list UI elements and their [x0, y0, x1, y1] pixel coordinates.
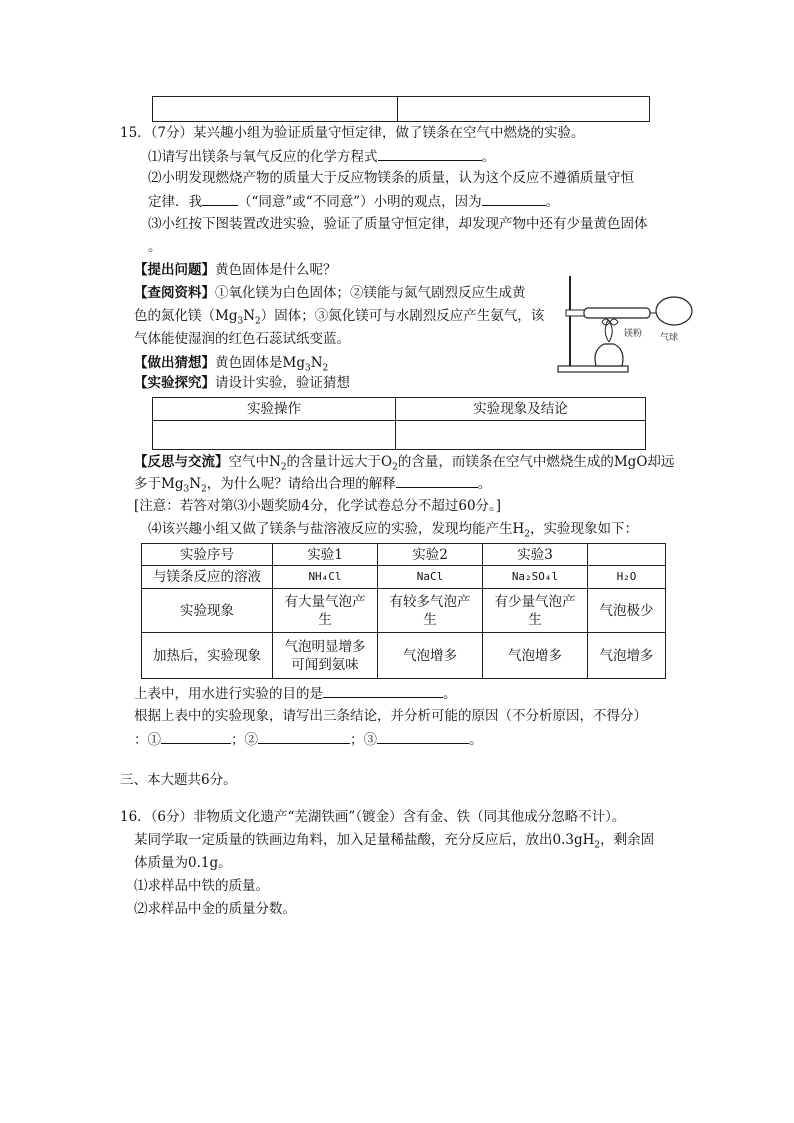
label-mg: 镁粉: [624, 329, 643, 339]
q16-sub1: ⑴求样品中铁的质量。: [134, 878, 269, 894]
q15-reflect-end: 。: [477, 476, 492, 492]
q16-line2a: 某同学取一定质量的铁画边角料，加入足量稀盐酸，充分反应后，放出0.3gH: [134, 832, 595, 848]
exp-row-heated: [142, 633, 666, 679]
exp-cell: 实验序号: [142, 544, 273, 566]
explore-header-operation: 实验操作: [153, 398, 396, 421]
balloon: [656, 297, 692, 325]
q15-guess-label: 【做出猜想】: [134, 355, 215, 371]
q15-info-text1: ①氧化镁为白色固体；②镁能与氮气剧烈反应生成黄: [215, 285, 526, 301]
section-3-title: 三、本大题共6分。: [120, 772, 237, 788]
exp-row-phenomenon: [142, 589, 666, 633]
q15-explore-text: 请设计实验，验证猜想: [215, 375, 350, 391]
q15-explore: [134, 374, 350, 392]
q15-explore-label: 【实验探究】: [134, 375, 215, 391]
q16-line2: 某同学取一定质量的铁画边角料，加入足量稀盐酸，充分反应后，放出$0.3gH_2$，剩余固: [134, 832, 655, 851]
exp-cell: [483, 589, 588, 633]
q15-reflect-blank[interactable]: [396, 474, 478, 488]
alcohol-lamp: [595, 344, 623, 366]
q15-reflect-line1: 【反思与交流】空气中$N_2$的含量计远大于$O_2$的含量，而镁条在空气中燃烧生成的MgO却远: [134, 454, 675, 473]
q15-info-line1: [134, 284, 526, 302]
q15-note: [注意：若答对第⑶小题奖励4分，化学试卷总分不超过60分。]: [134, 498, 502, 514]
q15-reason-blank[interactable]: [482, 192, 546, 206]
q15-reflect-1a: 空气中N: [228, 454, 281, 470]
q15-conclusion-blanks: [134, 730, 483, 749]
q15-reflect-1c: 的含量，而镁条在空气中燃烧生成的MgO却远: [397, 454, 675, 470]
q15-part1-text: ⑴请写出镁条与氧气反应的化学方程式: [148, 149, 378, 165]
exp-cell-text: 有大量气泡产生: [284, 593, 366, 628]
q15-guess-text: 黄色固体是Mg: [215, 355, 305, 371]
apparatus-diagram: [556, 270, 696, 376]
explore-answer-result[interactable]: [396, 421, 646, 450]
exp-cell-text: 有较多气泡产生: [389, 593, 471, 628]
top-table-cell: [398, 97, 650, 122]
q15-part3-line1: ⑶小红按下图装置改进实验，验证了质量守恒定律，却发现产物中还有少量黄色固体: [148, 216, 648, 232]
q15-part4-b: ，实验现象如下：: [530, 521, 639, 537]
exp-cell: 气泡极少: [588, 589, 666, 633]
exp-cell: 加热后，实验现象: [142, 633, 273, 679]
q15-part1-blank[interactable]: [378, 147, 482, 161]
exp-cell-text: 气泡明显增多可闻到氨味: [284, 638, 366, 673]
exp-cell: 实验3: [483, 544, 588, 566]
q15-water-blank[interactable]: [323, 684, 443, 698]
q15-question-text: 黄色固体是什么呢？: [215, 262, 337, 278]
exp-cell: [273, 633, 378, 679]
exp-cell: 实验现象: [142, 589, 273, 633]
q15-info-label: 【查阅资料】: [134, 285, 215, 301]
q15-conc-2: ；②: [231, 732, 258, 748]
q15-info-line3: 气体能使湿润的红色石蕊试纸变蓝。: [134, 331, 350, 347]
exp-cell: [273, 589, 378, 633]
q15-part2-end: 。: [545, 194, 560, 210]
stand-base: [558, 366, 628, 372]
q15-part2-line2a: 定律．我: [148, 194, 202, 210]
exp-cell: 与镁条反应的溶液: [142, 566, 273, 589]
q15-agree-blank[interactable]: [202, 192, 238, 206]
q15-water: [134, 684, 457, 703]
q15-part2-line2: [148, 192, 559, 211]
q15-info-line2: 色的氮化镁$(Mg_3N_2)$固体；③氮化镁可与水剧烈反应产生氨气，该: [134, 308, 545, 327]
exp-cell: 气泡增多: [378, 633, 483, 679]
q15-part1-end: 。: [481, 149, 495, 165]
exp-row-solution: [142, 566, 666, 589]
exp-cell: [378, 589, 483, 633]
q15-part2-line1: ⑵小明发现燃烧产物的质量大于反应物镁条的质量，认为这个反应不遵循质量守恒: [148, 170, 634, 186]
explore-answer-operation[interactable]: [153, 421, 396, 450]
q15-conclusion-line: 根据上表中的实验现象，请写出三条结论，并分析可能的原因（不分析原因，不得分）: [134, 708, 647, 724]
q16-line3: 体质量为0.1g。: [134, 855, 232, 871]
q15-part1: [148, 147, 495, 166]
q15-question: [134, 261, 337, 279]
exp-cell: [588, 544, 666, 566]
q15-info-text2c: ）固体；③氮化镁可与水剧烈反应产生氨气，该: [260, 308, 545, 324]
q15-conc-3: ；③: [350, 732, 377, 748]
exp-cell: 实验1: [273, 544, 378, 566]
label-balloon: 气球: [660, 333, 679, 343]
q15-part3-line2: 。: [148, 239, 162, 255]
top-table: [152, 96, 650, 122]
q15-part4-a: ⑷该兴趣小组又做了镁条与盐溶液反应的实验，发现均能产生H: [148, 521, 525, 537]
q15-conc-end: 。: [469, 732, 483, 748]
q15-conc-blank-2[interactable]: [258, 730, 350, 744]
test-tube: [584, 308, 650, 318]
explore-table: [152, 397, 646, 450]
exp-cell-text: 有少量气泡产生: [494, 593, 576, 628]
q16-sub2: ⑵求样品中金的质量分数。: [134, 901, 296, 917]
q15-part2-line2b: （“同意”或“不同意”）小明的观点，因为: [238, 194, 482, 210]
top-table-cell: [153, 97, 398, 122]
q15-conc-1: ：①: [134, 732, 161, 748]
q15-water-end: 。: [443, 686, 457, 702]
exp-cell: H₂O: [588, 566, 666, 589]
q15-guess-n: N: [310, 355, 323, 371]
q15-reflect-line2: 多于$Mg_3N_2$，为什么呢？请给出合理的解释 。: [134, 476, 492, 495]
q15-question-label: 【提出问题】: [134, 262, 215, 278]
exp-cell: 气泡增多: [588, 633, 666, 679]
q15-conc-blank-1[interactable]: [161, 730, 231, 744]
q15-info-text2b: N: [243, 308, 256, 324]
q16-line1: 16．（6分）非物质文化遗产“芜湖铁画”（镀金）含有金、铁（同其他成分忽略不计）。: [120, 809, 626, 825]
flame-scribble: [602, 319, 618, 325]
q15-reflect-label: 【反思与交流】: [134, 454, 229, 470]
q15-part4: ⑷该兴趣小组又做了镁条与盐溶液反应的实验，发现均能产生$H_2$，实验现象如下：: [148, 521, 639, 540]
exp-cell: NaCl: [378, 566, 483, 589]
q15-reflect-2c: ，为什么呢？请给出合理的解释: [206, 476, 396, 492]
q15-water-text: 上表中，用水进行实验的目的是: [134, 686, 323, 702]
exp-cell: 实验2: [378, 544, 483, 566]
exp-cell: NH₄Cl: [273, 566, 378, 589]
exp-cell: 气泡增多: [483, 633, 588, 679]
q15-header: 15．（7分）某兴趣小组为验证质量守恒定律，做了镁条在空气中燃烧的实验。: [120, 125, 585, 141]
exp-cell: Na₂SO₄l: [483, 566, 588, 589]
q15-reflect-2b: N: [189, 476, 202, 492]
exp-row-header: [142, 544, 666, 566]
q15-reflect-1b: 的含量计远大于O: [286, 454, 393, 470]
experiment-table: [141, 543, 666, 679]
q15-guess: 【做出猜想】黄色固体是$Mg_3N_2$: [134, 355, 329, 374]
q16-line2b: ，剩余固: [600, 832, 655, 848]
q15-info-text2a: 色的氮化镁（Mg: [134, 308, 238, 324]
explore-header-result: 实验现象及结论: [396, 398, 646, 421]
q15-conc-blank-3[interactable]: [377, 730, 469, 744]
q15-reflect-2a: 多于Mg: [134, 476, 184, 492]
